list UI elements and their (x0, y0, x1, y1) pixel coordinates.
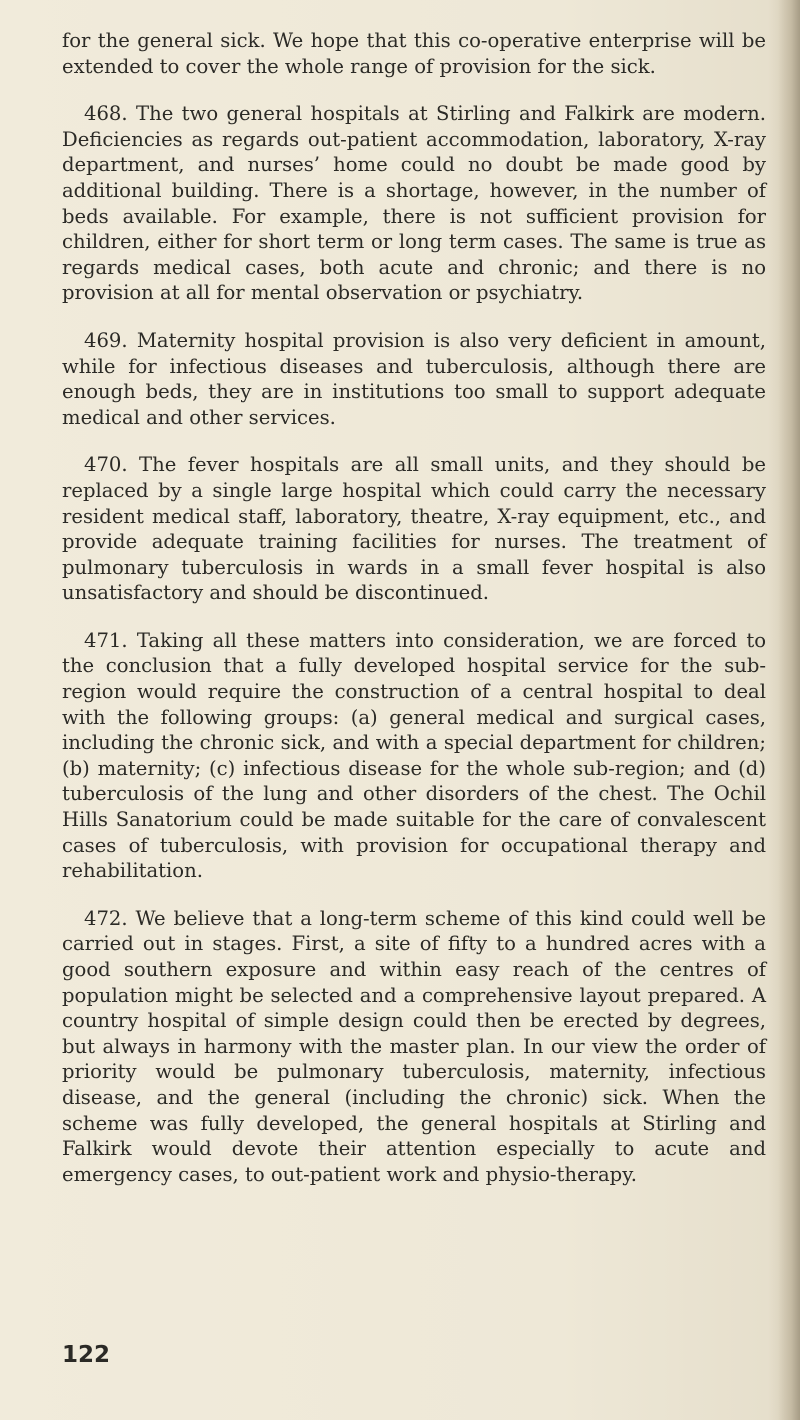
paragraph-continuation: for the general sick. We hope that this co-operative enterprise will be extended to cover the whole range of provision for the sick. (62, 29, 766, 78)
paragraph-468: 468. The two general hospitals at Stirling and Falkirk are modern. Deficiencies as regards out-patient accommodation, laboratory, X-ray department, and nurses’ home could no doubt be made good by additional building. There is a shortage, however, in the number of beds available. For example, there is not sufficient provision for children, either for short term or long term cases. The same is true as regards medical cases, both acute and chronic; and there is no provision at all for mental observation or psychiatry. (62, 102, 766, 305)
paragraph-471: 471. Taking all these matters into consideration, we are forced to the conclusion that a fully developed hospital service for the sub-region would require the construction of a central hospital to deal with the following groups: (a) general medical and surgical cases, including the chronic sick, and with a special department for children; (b) maternity; (c) infectious disease for the whole sub-region; and (d) tuberculosis of the lung and other disorders of the chest. The Ochil Hills Sanatorium could be made suitable for the care of convalescent cases of tuberculosis, with provision for occupational therapy and rehabilitation. (62, 628, 766, 883)
paragraph-469: 469. Maternity hospital provision is also very deficient in amount, while for infectious diseases and tuberculosis, although there are enough beds, they are in institutions too small to support adequate medical and other services. (62, 328, 766, 429)
body-text (62, 28, 766, 1209)
page-number: 122 (62, 1342, 111, 1368)
paragraph-472: 472. We believe that a long-term scheme of this kind could well be carried out in stages. First, a site of fifty to a hundred acres with a good southern exposure and within easy reach of the centres of population might be selected and a comprehensive layout prepared. A country hospital of simple design could then be erected by degrees, but always in harmony with the master plan. In our view the order of priority would be pulmonary tuberculosis, maternity, infectious disease, and the general (including the chronic) sick. When the scheme was fully developed, the general hospitals at Stirling and Falkirk would devote their attention especially to acute and emergency cases, to out-patient work and physio-therapy. (62, 906, 766, 1186)
paragraph-470: 470. The fever hospitals are all small units, and they should be replaced by a single large hospital which could carry the necessary resident medical staff, laboratory, theatre, X-ray equipment, etc., and provide adequate training facilities for nurses. The treatment of pulmonary tuberculosis in wards in a small fever hospital is also unsatisfactory and should be discontinued. (62, 453, 766, 605)
page-edge-shadow (778, 0, 800, 1420)
